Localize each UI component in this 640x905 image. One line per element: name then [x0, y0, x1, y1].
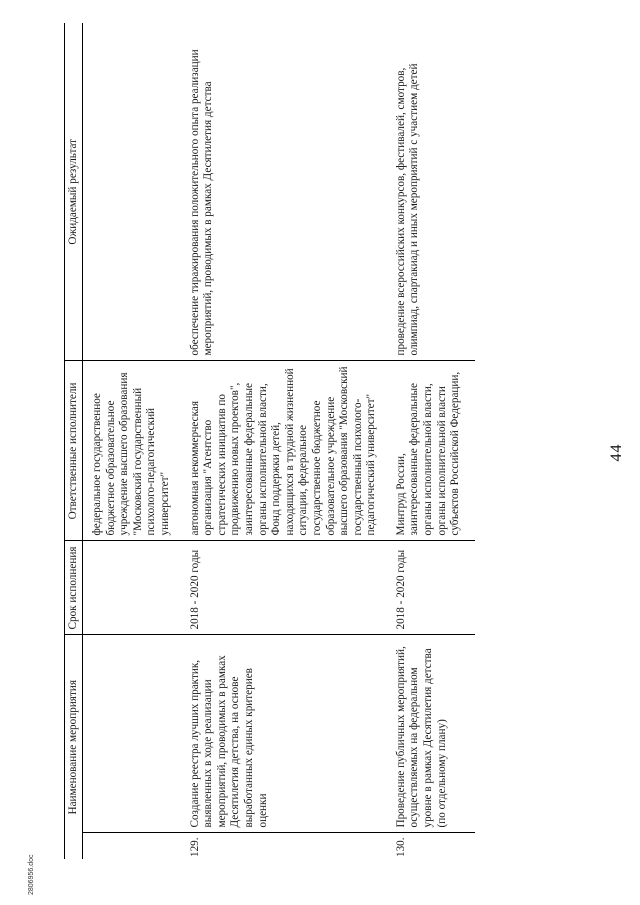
row-term: 2018 - 2020 годы	[391, 541, 475, 635]
row-name	[83, 635, 185, 833]
row-term	[83, 541, 185, 635]
table-row	[185, 23, 391, 859]
table-header-row	[65, 23, 83, 859]
row-name: Проведение публичных мероприятий, осуществляемых на федеральном уровне в рамках Десятилетия детства (по отдельному плану)	[391, 635, 475, 833]
row-number	[83, 833, 185, 859]
row-result: обеспечение тиражирования положительного опыта реализации мероприятий, проводимых в рамках Десятилетия детства	[185, 23, 391, 361]
header-measure-name: Наименование мероприятия	[65, 635, 83, 859]
table-row	[83, 23, 185, 859]
measures-table	[64, 23, 475, 859]
row-term: 2018 - 2020 годы	[185, 541, 391, 635]
row-name: Создание реестра лучших практик, выявленных в ходе реализации мероприятий, проводимых в рамках Десятилетия детства, на основе выработанных единых критериев оценки	[185, 635, 391, 833]
page-number: 44	[608, 443, 625, 462]
row-result	[83, 23, 185, 361]
header-responsible: Ответственные исполнители	[65, 361, 83, 541]
row-number: 130.	[394, 837, 407, 857]
row-responsible: Минтруд России, заинтересованные федеральные органы исполнительной власти, органы исполнительной власти субъектов Российской Федерации,	[391, 361, 475, 541]
table-row	[391, 23, 475, 859]
header-term: Срок исполнения	[65, 541, 83, 635]
row-responsible: федеральное государственное бюджетное образовательное учреждение высшего образования "Московский государственный психолого-педагогический университет"	[83, 361, 185, 541]
header-result: Ожидаемый результат	[65, 23, 83, 361]
file-code: 2806956.doc	[28, 854, 35, 895]
row-result: проведение всероссийских конкурсов, фестивалей, смотров, олимпиад, спартакиад и иных мероприятий с участием детей	[391, 23, 475, 361]
row-responsible: автономная некоммерческая организация "Агентство стратегических инициатив по продвижению новых проектов", заинтересованные федеральные органы исполнительной власти, Фонд поддержки детей, находящихся в трудной жизненной ситуации, федеральное государственное бюджетное образовательное учреждение высшего образования "Московский государственный психолого-педагогический университет"	[185, 361, 391, 541]
row-number: 129.	[188, 837, 201, 857]
